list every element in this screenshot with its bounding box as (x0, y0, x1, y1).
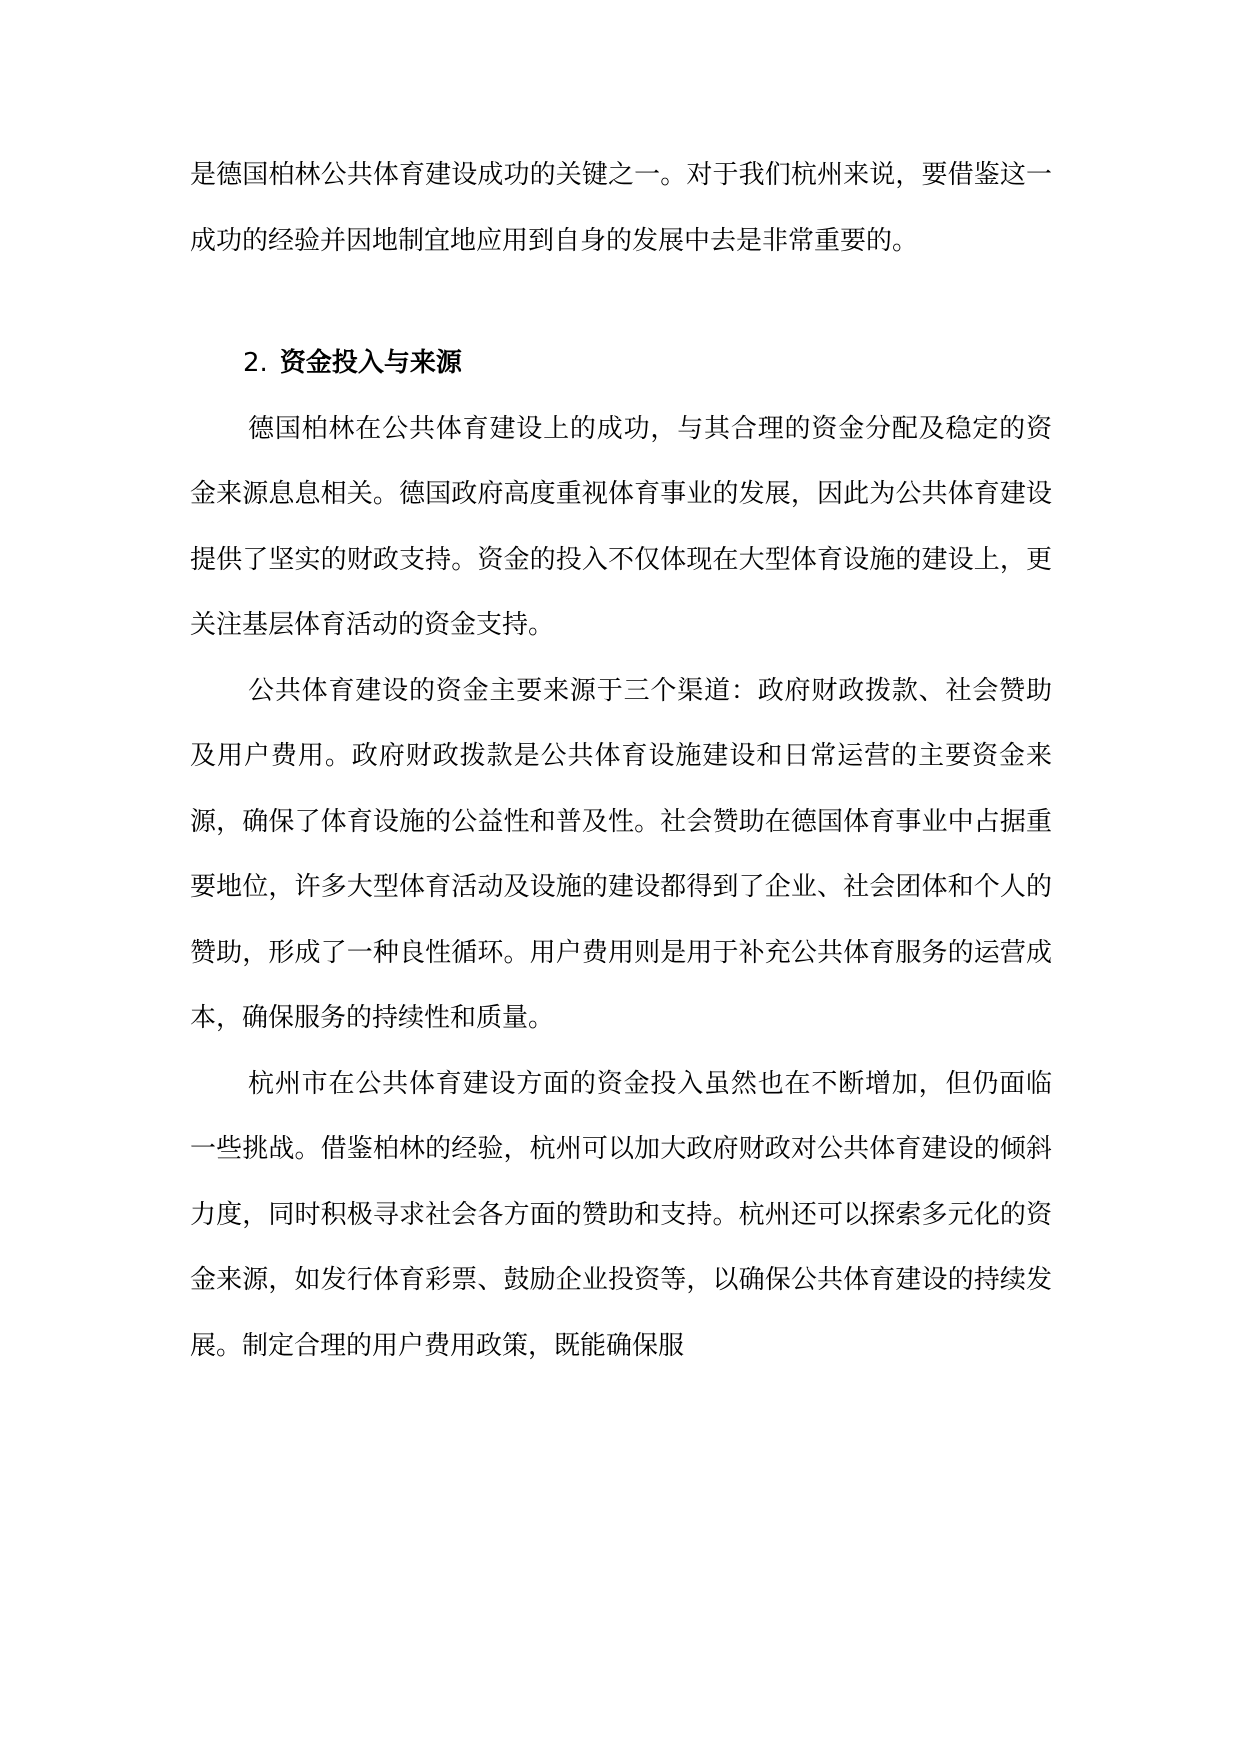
paragraph-hangzhou-funding: 杭州市在公共体育建设方面的资金投入虽然也在不断增加，但仍面临一些挑战。借鉴柏林的经验，杭州可以加大政府财政对公共体育建设的倾斜力度，同时积极寻求社会各方面的赞助和支持。杭州还可以探索多元化的资金来源，如发行体育彩票、鼓励企业投资等，以确保公共体育建设的持续发展。制定合理的用户费用政策，既能确保服 (190, 1068, 1052, 1361)
document-body (190, 143, 1052, 1379)
paragraph-funding-overview: 德国柏林在公共体育建设上的成功，与其合理的资金分配及稳定的资金来源息息相关。德国政府高度重视体育事业的发展，因此为公共体育建设提供了坚实的财政支持。资金的投入不仅体现在大型体育设施的建设上，更关注基层体育活动的资金支持。 (190, 413, 1052, 640)
paragraph-funding-sources: 公共体育建设的资金主要来源于三个渠道：政府财政拨款、社会赞助及用户费用。政府财政拨款是公共体育设施建设和日常运营的主要资金来源，确保了体育设施的公益性和普及性。社会赞助在德国体育事业中占据重要地位，许多大型体育活动及设施的建设都得到了企业、社会团体和个人的赞助，形成了一种良性循环。用户费用则是用于补充公共体育服务的运营成本，确保服务的持续性和质量。 (190, 675, 1052, 1033)
section-number: 2. (243, 348, 268, 378)
section-title: 资金投入与来源 (279, 348, 462, 378)
paragraph-continuation: 是德国柏林公共体育建设成功的关键之一。对于我们杭州来说，要借鉴这一成功的经验并因地制宜地应用到自身的发展中去是非常重要的。 (190, 160, 1052, 256)
section-heading (190, 274, 1052, 397)
